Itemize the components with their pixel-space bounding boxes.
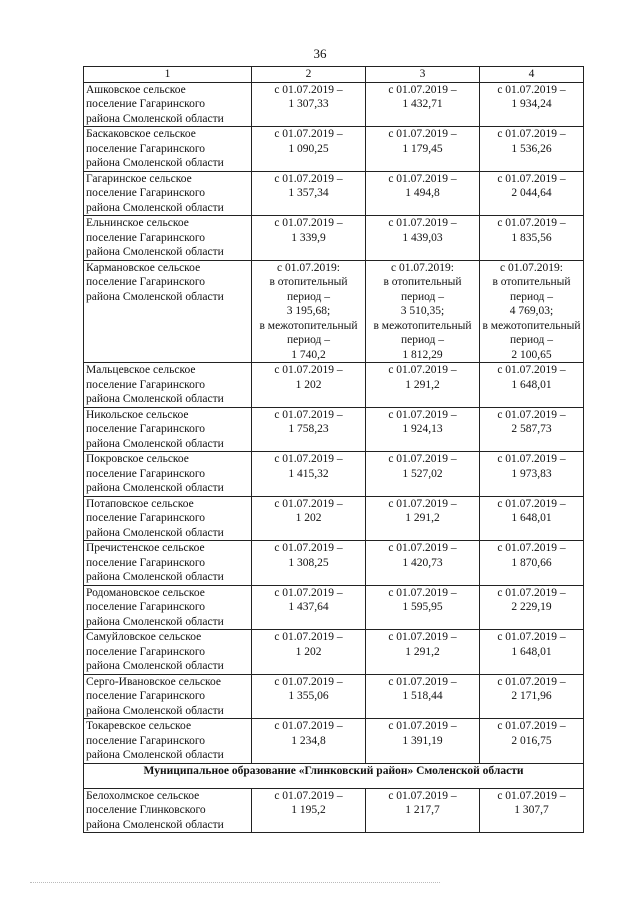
settlement-name-cell-line: поселение Гагаринского — [86, 556, 206, 569]
table-row — [84, 585, 584, 630]
tariff-cell-col3-line: 1 291,2 — [405, 378, 440, 391]
tariff-table — [83, 66, 584, 833]
tariff-cell-col2-line: 1 202 — [295, 378, 322, 391]
tariff-cell-col2-line: с 01.07.2019: — [277, 261, 340, 274]
table-row — [84, 496, 584, 541]
settlement-name-cell-line: Мальцевское сельское — [86, 364, 196, 376]
tariff-cell-col4 — [480, 541, 584, 586]
tariff-cell-col2-line: с 01.07.2019 – — [274, 789, 343, 802]
settlement-name-cell-line: Ельнинское сельское — [86, 217, 189, 229]
tariff-cell-col3 — [366, 674, 480, 719]
tariff-cell-col4-line: 2 587,73 — [511, 423, 552, 435]
tariff-cell-col4-line: 1 536,26 — [511, 142, 552, 155]
settlement-name-cell-line: Ашковское сельское — [86, 83, 186, 96]
tariff-cell-col3-line: 1 494,8 — [405, 187, 440, 199]
tariff-cell-col3-line: в отопительный — [383, 276, 462, 288]
settlement-name-cell — [84, 363, 252, 408]
settlement-name-cell — [84, 674, 252, 719]
settlement-name-cell-line: поселение Гагаринского — [86, 423, 206, 435]
tariff-cell-col4 — [480, 127, 584, 172]
settlement-name-cell-line: поселение Гагаринского — [86, 645, 206, 658]
tariff-cell-col2 — [252, 82, 366, 127]
scan-artifact-line — [30, 882, 440, 884]
tariff-cell-col2-line: с 01.07.2019 – — [274, 720, 343, 732]
tariff-cell-col4-line: 2 016,75 — [511, 734, 552, 747]
settlement-name-cell — [84, 82, 252, 127]
settlement-name-cell-line: района Смоленской области — [86, 660, 224, 672]
tariff-cell-col3-line: 1 812,29 — [402, 348, 443, 361]
tariff-cell-col3 — [366, 407, 480, 452]
tariff-cell-col4-line: 1 648,01 — [511, 378, 552, 391]
tariff-cell-col3-line: в межотопительный — [373, 319, 472, 332]
settlement-name-cell-line: района Смоленской области — [86, 393, 224, 405]
tariff-cell-col3 — [366, 585, 480, 630]
settlement-name-cell-line: поселение Гагаринского — [86, 378, 206, 391]
tariff-cell-col4-line: с 01.07.2019 – — [497, 631, 566, 643]
tariff-cell-col4-line: в отопительный — [492, 276, 571, 288]
tariff-cell-col3-line: с 01.07.2019 – — [388, 408, 457, 421]
tariff-cell-col3 — [366, 363, 480, 408]
tariff-cell-col2-line: с 01.07.2019 – — [274, 128, 343, 140]
tariff-cell-col4-line: 1 870,66 — [511, 556, 552, 569]
settlement-name-cell-line: района Смоленской области — [86, 571, 224, 583]
tariff-cell-col4-line: с 01.07.2019 – — [497, 364, 566, 376]
table-row — [84, 719, 584, 764]
tariff-cell-col2-line: в межотопительный — [259, 319, 358, 332]
tariff-cell-col4 — [480, 407, 584, 452]
settlement-name-cell — [84, 630, 252, 675]
settlement-name-cell-line: района Смоленской области — [86, 482, 224, 494]
tariff-cell-col3-line: с 01.07.2019 – — [388, 497, 457, 510]
settlement-name-cell-line: поселение Гагаринского — [86, 734, 206, 747]
table-row — [84, 260, 584, 363]
tariff-cell-col2-line: с 01.07.2019 – — [274, 364, 343, 376]
tariff-cell-col2 — [252, 630, 366, 675]
tariff-cell-col3-line: 1 439,03 — [402, 231, 443, 244]
tariff-cell-col3-line: с 01.07.2019 – — [388, 720, 457, 732]
tariff-cell-col3-line: с 01.07.2019 – — [388, 172, 457, 185]
tariff-cell-col2-line: с 01.07.2019 – — [274, 542, 343, 554]
settlement-name-cell-line: района Смоленской области — [86, 526, 224, 539]
tariff-cell-col2-line: 1 355,06 — [288, 690, 329, 702]
tariff-cell-col3-line: 1 924,13 — [402, 423, 443, 435]
tariff-cell-col2 — [252, 127, 366, 172]
tariff-cell-col2-line: с 01.07.2019 – — [274, 631, 343, 643]
tariff-cell-col3 — [366, 452, 480, 497]
tariff-cell-col4-line: период – — [509, 290, 554, 303]
table-row — [84, 82, 584, 127]
section-title: Муниципальное образование «Глинковский район» Смоленской области — [84, 763, 584, 788]
tariff-cell-col2-line: 1 195,2 — [291, 804, 326, 816]
tariff-cell-col4-line: с 01.07.2019 – — [497, 542, 566, 554]
settlement-name-cell-line: поселение Гагаринского — [86, 142, 206, 155]
tariff-cell-col3 — [366, 719, 480, 764]
tariff-cell-col2-line: 1 357,34 — [288, 187, 329, 199]
settlement-name-cell-line: Пречистенское сельское — [86, 542, 205, 554]
tariff-cell-col2-line: 1 307,33 — [288, 98, 329, 110]
tariff-cell-col3 — [366, 630, 480, 675]
settlement-name-cell — [84, 216, 252, 261]
settlement-name-cell-line: Гагаринское сельское — [86, 172, 192, 185]
settlement-name-cell — [84, 452, 252, 497]
tariff-cell-col4-line: с 01.07.2019: — [500, 261, 563, 274]
tariff-cell-col4-line: 2 171,96 — [511, 690, 552, 702]
tariff-cell-col4-line: с 01.07.2019 – — [497, 453, 566, 465]
settlement-name-cell-line: Токаревское сельское — [86, 720, 192, 732]
settlement-name-cell-line: района Смоленской области — [86, 818, 224, 831]
tariff-cell-col2 — [252, 674, 366, 719]
table-row — [84, 452, 584, 497]
tariff-cell-col3-line: период – — [400, 290, 445, 303]
tariff-cell-col4 — [480, 788, 584, 833]
tariff-cell-col2-line: с 01.07.2019 – — [274, 497, 343, 510]
settlement-name-cell-line: района Смоленской области — [86, 246, 224, 258]
tariff-cell-col3-line: 1 518,44 — [402, 690, 443, 702]
settlement-name-cell-line: Серго-Ивановское сельское — [86, 675, 222, 688]
tariff-cell-col2-line: 1 415,32 — [288, 467, 329, 480]
tariff-cell-col2-line: с 01.07.2019 – — [274, 172, 343, 185]
tariff-cell-col2 — [252, 719, 366, 764]
tariff-cell-col3-line: с 01.07.2019 – — [388, 128, 457, 140]
tariff-cell-col2-line: в отопительный — [269, 276, 348, 288]
tariff-cell-col3-line: 1 420,73 — [402, 556, 443, 569]
tariff-cell-col2-line: с 01.07.2019 – — [274, 217, 343, 229]
table-row — [84, 541, 584, 586]
tariff-cell-col2-line: 1 758,23 — [288, 423, 329, 435]
table-row — [84, 674, 584, 719]
settlement-name-cell-line: Потаповское сельское — [86, 497, 194, 510]
tariff-cell-col3 — [366, 127, 480, 172]
tariff-cell-col3 — [366, 82, 480, 127]
tariff-cell-col4-line: 2 229,19 — [511, 601, 552, 613]
tariff-cell-col4-line: с 01.07.2019 – — [497, 83, 566, 96]
settlement-name-cell — [84, 260, 252, 363]
settlement-name-cell-line: Баскаковское сельское — [86, 128, 196, 140]
settlement-name-cell-line: поселение Гагаринского — [86, 187, 206, 199]
tariff-cell-col2 — [252, 260, 366, 363]
tariff-cell-col3 — [366, 788, 480, 833]
tariff-cell-col2-line: с 01.07.2019 – — [274, 675, 343, 688]
settlement-name-cell-line: поселение Гагаринского — [86, 467, 206, 480]
tariff-cell-col4-line: 1 934,24 — [511, 98, 552, 110]
tariff-cell-col2-line: с 01.07.2019 – — [274, 453, 343, 465]
tariff-cell-col2 — [252, 585, 366, 630]
tariff-cell-col3-line: 1 179,45 — [402, 142, 443, 155]
tariff-cell-col2 — [252, 541, 366, 586]
tariff-cell-col3-line: 1 432,71 — [402, 98, 443, 110]
tariff-cell-col2-line: с 01.07.2019 – — [274, 408, 343, 421]
settlement-name-cell-line: Самуйловское сельское — [86, 631, 202, 643]
tariff-cell-col2-line: 1 740,2 — [291, 348, 326, 361]
tariff-cell-col3 — [366, 260, 480, 363]
tariff-cell-col3 — [366, 541, 480, 586]
tariff-cell-col2-line: период – — [286, 290, 331, 303]
settlement-name-cell-line: района Смоленской области — [86, 112, 224, 125]
tariff-cell-col3-line: с 01.07.2019 – — [388, 453, 457, 465]
table-header-row — [84, 67, 584, 83]
tariff-cell-col4-line: 2 044,64 — [511, 187, 552, 199]
settlement-name-cell-line: Покровское сельское — [86, 453, 189, 465]
tariff-cell-col3-line: с 01.07.2019 – — [388, 364, 457, 376]
table-row — [84, 630, 584, 675]
table-row — [84, 127, 584, 172]
tariff-cell-col2-line: с 01.07.2019 – — [274, 586, 343, 599]
tariff-cell-col2-line: 1 090,25 — [288, 142, 329, 155]
settlement-name-cell-line: района Смоленской области — [86, 201, 224, 214]
tariff-cell-col2 — [252, 171, 366, 216]
tariff-cell-col4 — [480, 171, 584, 216]
tariff-cell-col4 — [480, 452, 584, 497]
tariff-cell-col2-line: с 01.07.2019 – — [274, 83, 343, 96]
section-heading-row — [84, 763, 584, 788]
tariff-cell-col4-line: период – — [509, 334, 554, 346]
tariff-cell-col3-line: 1 291,2 — [405, 645, 440, 658]
tariff-cell-col3-line: с 01.07.2019: — [391, 261, 454, 274]
tariff-cell-col4-line: 1 835,56 — [511, 231, 552, 244]
tariff-cell-col3-line: с 01.07.2019 – — [388, 217, 457, 229]
tariff-cell-col4 — [480, 719, 584, 764]
tariff-cell-col2-line: 1 234,8 — [291, 734, 326, 747]
settlement-name-cell-line: Родомановское сельское — [86, 586, 205, 599]
settlement-name-cell-line: района Смоленской области — [86, 749, 224, 761]
table-row — [84, 363, 584, 408]
settlement-name-cell — [84, 407, 252, 452]
settlement-name-cell-line: Белохолмское сельское — [86, 789, 200, 802]
tariff-cell-col4-line: с 01.07.2019 – — [497, 720, 566, 732]
tariff-cell-col4 — [480, 363, 584, 408]
tariff-cell-col3-line: 1 391,19 — [402, 734, 443, 747]
column-header: 3 — [366, 67, 480, 83]
settlement-name-cell — [84, 788, 252, 833]
tariff-cell-col3-line: с 01.07.2019 – — [388, 675, 457, 688]
tariff-cell-col4-line: 1 648,01 — [511, 512, 552, 524]
tariff-cell-col2-line: 1 202 — [295, 645, 322, 658]
settlement-name-cell-line: района Смоленской области — [86, 290, 224, 303]
settlement-name-cell-line: поселение Гагаринского — [86, 276, 206, 288]
tariff-cell-col4-line: в межотопительный — [482, 319, 581, 332]
tariff-cell-col2 — [252, 407, 366, 452]
tariff-cell-col3-line: с 01.07.2019 – — [388, 631, 457, 643]
settlement-name-cell-line: поселение Гагаринского — [86, 512, 206, 524]
tariff-cell-col3-line: 1 217,7 — [405, 804, 440, 816]
settlement-name-cell — [84, 127, 252, 172]
settlement-name-cell-line: района Смоленской области — [86, 437, 224, 450]
settlement-name-cell — [84, 541, 252, 586]
tariff-cell-col4 — [480, 82, 584, 127]
column-header: 2 — [252, 67, 366, 83]
tariff-cell-col3-line: с 01.07.2019 – — [388, 542, 457, 554]
tariff-cell-col4-line: 1 648,01 — [511, 645, 552, 658]
tariff-cell-col2 — [252, 363, 366, 408]
tariff-cell-col3 — [366, 171, 480, 216]
tariff-cell-col4-line: 1 307,7 — [514, 804, 549, 816]
settlement-name-cell-line: поселение Гагаринского — [86, 690, 206, 702]
tariff-cell-col4-line: с 01.07.2019 – — [497, 586, 566, 599]
table-row — [84, 171, 584, 216]
tariff-cell-col4-line: с 01.07.2019 – — [497, 128, 566, 140]
tariff-cell-col2-line: 1 202 — [295, 512, 322, 524]
tariff-cell-col4-line: 4 769,03; — [509, 305, 554, 317]
tariff-cell-col4-line: 1 973,83 — [511, 467, 552, 480]
tariff-cell-col3-line: 1 595,95 — [402, 601, 443, 613]
tariff-cell-col3-line: 1 291,2 — [405, 512, 440, 524]
tariff-cell-col4-line: с 01.07.2019 – — [497, 408, 566, 421]
tariff-cell-col3-line: период – — [400, 334, 445, 346]
tariff-cell-col2-line: 1 308,25 — [288, 556, 329, 569]
tariff-cell-col3-line: с 01.07.2019 – — [388, 83, 457, 96]
settlement-name-cell-line: поселение Глинковского — [86, 804, 206, 816]
tariff-cell-col4 — [480, 585, 584, 630]
table-row — [84, 788, 584, 833]
table-row — [84, 216, 584, 261]
tariff-cell-col4-line: с 01.07.2019 – — [497, 497, 566, 510]
tariff-cell-col4 — [480, 674, 584, 719]
settlement-name-cell-line: Никольское сельское — [86, 408, 189, 421]
settlement-name-cell — [84, 496, 252, 541]
settlement-name-cell-line: Кармановское сельское — [86, 261, 201, 274]
tariff-cell-col2 — [252, 788, 366, 833]
settlement-name-cell — [84, 585, 252, 630]
tariff-cell-col4-line: с 01.07.2019 – — [497, 172, 566, 185]
tariff-cell-col4-line: с 01.07.2019 – — [497, 675, 566, 688]
tariff-cell-col4-line: с 01.07.2019 – — [497, 217, 566, 229]
tariff-cell-col4-line: 2 100,65 — [511, 348, 552, 361]
settlement-name-cell-line: поселение Гагаринского — [86, 231, 206, 244]
tariff-cell-col4 — [480, 216, 584, 261]
tariff-cell-col3-line: 1 527,02 — [402, 467, 443, 480]
settlement-name-cell-line: поселение Гагаринского — [86, 601, 206, 613]
tariff-cell-col4 — [480, 630, 584, 675]
tariff-cell-col2-line: 1 339,9 — [291, 231, 326, 244]
settlement-name-cell-line: района Смоленской области — [86, 615, 224, 628]
tariff-cell-col2-line: период – — [286, 334, 331, 346]
settlement-name-cell — [84, 719, 252, 764]
tariff-cell-col2 — [252, 452, 366, 497]
tariff-cell-col2-line: 1 437,64 — [288, 601, 329, 613]
tariff-cell-col2-line: 3 195,68; — [286, 305, 331, 317]
tariff-cell-col3-line: 3 510,35; — [400, 305, 445, 317]
tariff-cell-col3-line: с 01.07.2019 – — [388, 789, 457, 802]
column-header: 1 — [84, 67, 252, 83]
tariff-cell-col2 — [252, 216, 366, 261]
tariff-cell-col4 — [480, 260, 584, 363]
settlement-name-cell — [84, 171, 252, 216]
page-number: 36 — [313, 46, 327, 61]
tariff-cell-col3 — [366, 216, 480, 261]
tariff-cell-col2 — [252, 496, 366, 541]
tariff-cell-col4 — [480, 496, 584, 541]
settlement-name-cell-line: поселение Гагаринского — [86, 98, 206, 110]
tariff-cell-col4-line: с 01.07.2019 – — [497, 789, 566, 802]
tariff-cell-col3-line: с 01.07.2019 – — [388, 586, 457, 599]
settlement-name-cell-line: района Смоленской области — [86, 704, 224, 717]
column-header: 4 — [480, 67, 584, 83]
table-row — [84, 407, 584, 452]
settlement-name-cell-line: района Смоленской области — [86, 157, 224, 169]
tariff-cell-col3 — [366, 496, 480, 541]
